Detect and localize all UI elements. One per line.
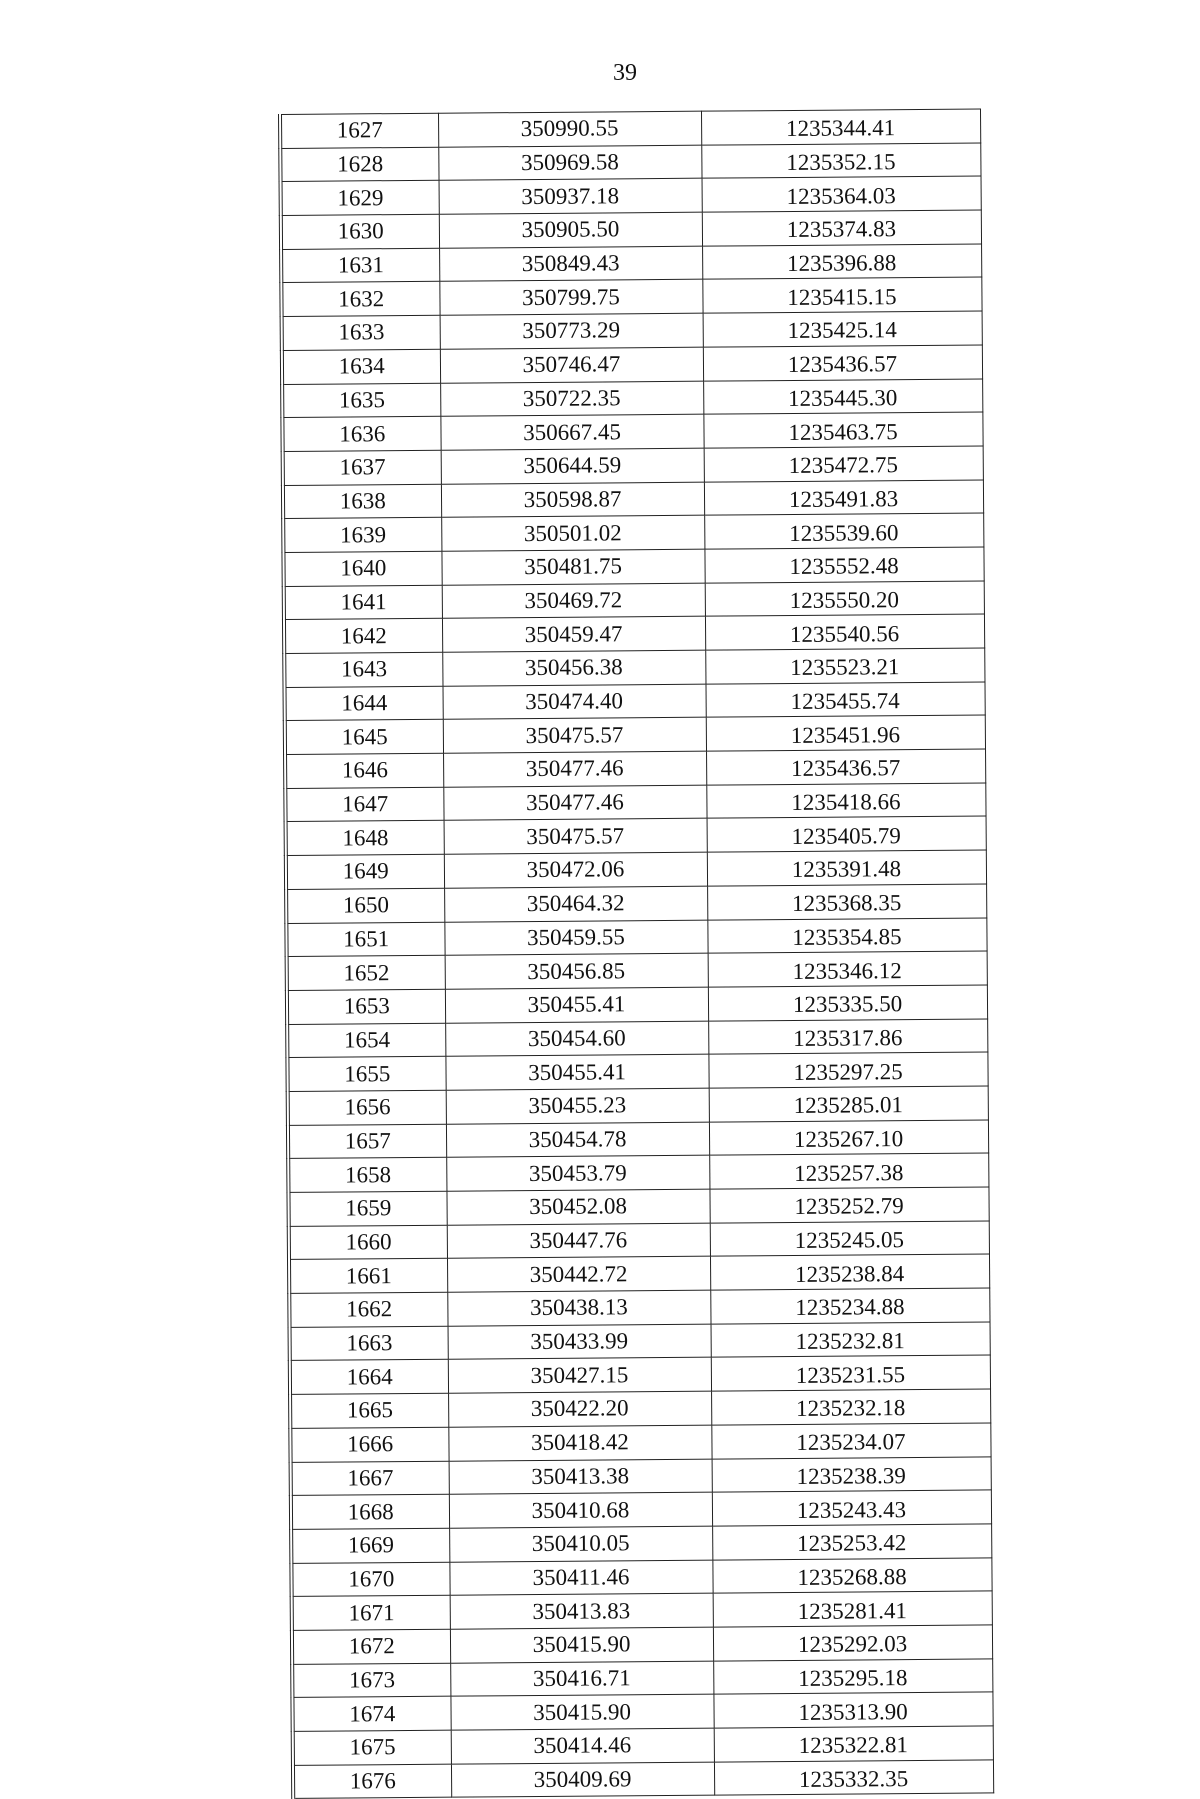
point-number-cell: 1658: [288, 1158, 446, 1193]
table-row: [280, 109, 980, 148]
y-coordinate-cell: 1235418.66: [706, 783, 985, 819]
y-coordinate-cell: 1235232.81: [711, 1322, 990, 1358]
point-number-cell: 1651: [286, 922, 444, 957]
table-row: [286, 850, 986, 889]
x-coordinate-cell: 350415.90: [450, 1694, 713, 1730]
y-coordinate-cell: 1235245.05: [710, 1221, 989, 1257]
table-row: [281, 244, 981, 283]
table-row: [291, 1524, 991, 1563]
point-number-cell: 1660: [289, 1225, 447, 1260]
x-coordinate-cell: 350459.47: [442, 616, 705, 652]
x-coordinate-cell: 350477.46: [443, 751, 706, 787]
y-coordinate-cell: 1235523.21: [705, 648, 984, 684]
table-row: [290, 1423, 990, 1462]
y-coordinate-cell: 1235257.38: [709, 1153, 988, 1189]
y-coordinate-cell: 1235374.83: [702, 210, 981, 246]
y-coordinate-cell: 1235368.35: [707, 884, 986, 920]
x-coordinate-cell: 350937.18: [439, 179, 702, 215]
x-coordinate-cell: 350411.46: [449, 1560, 712, 1596]
y-coordinate-cell: 1235354.85: [707, 917, 986, 953]
x-coordinate-cell: 350447.76: [447, 1223, 710, 1259]
y-coordinate-cell: 1235243.43: [712, 1490, 991, 1526]
point-number-cell: 1631: [281, 248, 439, 283]
y-coordinate-cell: 1235292.03: [713, 1625, 992, 1661]
x-coordinate-cell: 350475.57: [443, 718, 706, 754]
point-number-cell: 1639: [283, 517, 441, 552]
table-row: [289, 1288, 989, 1327]
page-number: 39: [613, 60, 637, 86]
table-row: [285, 682, 985, 721]
y-coordinate-cell: 1235491.83: [704, 480, 983, 516]
y-coordinate-cell: 1235550.20: [705, 581, 984, 617]
point-number-cell: 1666: [290, 1427, 448, 1462]
x-coordinate-cell: 350413.38: [449, 1459, 712, 1495]
x-coordinate-cell: 350667.45: [440, 414, 703, 450]
x-coordinate-cell: 350415.90: [450, 1627, 713, 1663]
point-number-cell: 1627: [280, 113, 438, 148]
y-coordinate-cell: 1235232.18: [711, 1389, 990, 1425]
table-row: [291, 1558, 991, 1597]
y-coordinate-cell: 1235472.75: [704, 446, 983, 482]
table-row: [287, 1019, 987, 1058]
point-number-cell: 1653: [287, 989, 445, 1024]
point-number-cell: 1667: [291, 1461, 449, 1496]
x-coordinate-cell: 350477.46: [443, 785, 706, 821]
point-number-cell: 1673: [292, 1663, 450, 1698]
point-number-cell: 1645: [285, 720, 443, 755]
x-coordinate-cell: 350459.55: [444, 920, 707, 956]
y-coordinate-cell: 1235425.14: [703, 311, 982, 347]
x-coordinate-cell: 350455.41: [445, 987, 708, 1023]
point-number-cell: 1656: [288, 1090, 446, 1125]
point-number-cell: 1634: [282, 349, 440, 384]
y-coordinate-cell: 1235322.81: [714, 1726, 993, 1762]
point-number-cell: 1636: [282, 416, 440, 451]
x-coordinate-cell: 350455.23: [446, 1088, 709, 1124]
point-number-cell: 1665: [290, 1393, 448, 1428]
y-coordinate-cell: 1235352.15: [701, 143, 980, 179]
table-row: [290, 1355, 990, 1394]
y-coordinate-cell: 1235268.88: [712, 1558, 991, 1594]
y-coordinate-cell: 1235332.35: [714, 1760, 993, 1796]
table-row: [281, 277, 981, 316]
point-number-cell: 1628: [280, 147, 438, 182]
x-coordinate-cell: 350416.71: [450, 1661, 713, 1697]
x-coordinate-cell: 350456.38: [442, 650, 705, 686]
table-row: [286, 884, 986, 923]
y-coordinate-cell: 1235540.56: [705, 614, 984, 650]
x-coordinate-cell: 350598.87: [441, 482, 704, 518]
table-row: [293, 1726, 993, 1765]
x-coordinate-cell: 350644.59: [441, 448, 704, 484]
table-row: [283, 547, 983, 586]
y-coordinate-cell: 1235539.60: [704, 513, 983, 549]
x-coordinate-cell: 350464.32: [444, 886, 707, 922]
point-number-cell: 1637: [283, 450, 441, 485]
coordinates-table: [278, 108, 994, 1799]
y-coordinate-cell: 1235297.25: [708, 1052, 987, 1088]
point-number-cell: 1650: [286, 888, 444, 923]
x-coordinate-cell: 350452.08: [446, 1189, 709, 1225]
table-row: [285, 783, 985, 822]
table-row: [290, 1322, 990, 1361]
y-coordinate-cell: 1235451.96: [706, 715, 985, 751]
x-coordinate-cell: 350455.41: [445, 1054, 708, 1090]
table-row: [293, 1760, 993, 1799]
table-row: [280, 143, 980, 182]
table-row: [282, 412, 982, 451]
point-number-cell: 1655: [287, 1056, 445, 1091]
point-number-cell: 1675: [293, 1730, 451, 1765]
point-number-cell: 1670: [291, 1562, 449, 1597]
y-coordinate-cell: 1235445.30: [703, 378, 982, 414]
point-number-cell: 1654: [287, 1023, 445, 1058]
point-number-cell: 1646: [285, 753, 443, 788]
table-row: [289, 1254, 989, 1293]
y-coordinate-cell: 1235238.84: [710, 1254, 989, 1290]
point-number-cell: 1652: [287, 955, 445, 990]
y-coordinate-cell: 1235405.79: [707, 816, 986, 852]
table-row: [281, 176, 981, 215]
y-coordinate-cell: 1235234.88: [710, 1288, 989, 1324]
y-coordinate-cell: 1235436.57: [703, 345, 982, 381]
table-row: [290, 1389, 990, 1428]
y-coordinate-cell: 1235346.12: [708, 951, 987, 987]
point-number-cell: 1641: [284, 585, 442, 620]
table-row: [288, 1086, 988, 1125]
table-row: [287, 1052, 987, 1091]
point-number-cell: 1633: [282, 315, 440, 350]
y-coordinate-cell: 1235234.07: [711, 1423, 990, 1459]
table-row: [286, 816, 986, 855]
y-coordinate-cell: 1235281.41: [713, 1591, 992, 1627]
point-number-cell: 1648: [286, 821, 444, 856]
table-row: [286, 917, 986, 956]
y-coordinate-cell: 1235396.88: [702, 244, 981, 280]
table-row: [288, 1120, 988, 1159]
point-number-cell: 1629: [281, 181, 439, 216]
x-coordinate-cell: 350414.46: [451, 1728, 714, 1764]
x-coordinate-cell: 350475.57: [444, 819, 707, 855]
table-row: [291, 1490, 991, 1529]
x-coordinate-cell: 350438.13: [447, 1290, 710, 1326]
table-row: [284, 648, 984, 687]
point-number-cell: 1661: [289, 1259, 447, 1294]
x-coordinate-cell: 350422.20: [448, 1391, 711, 1427]
y-coordinate-cell: 1235335.50: [708, 985, 987, 1021]
y-coordinate-cell: 1235455.74: [705, 682, 984, 718]
x-coordinate-cell: 350773.29: [440, 313, 703, 349]
point-number-cell: 1663: [290, 1326, 448, 1361]
table-row: [291, 1456, 991, 1495]
point-number-cell: 1638: [283, 484, 441, 519]
x-coordinate-cell: 350453.79: [446, 1155, 709, 1191]
point-number-cell: 1672: [292, 1629, 450, 1664]
x-coordinate-cell: 350799.75: [439, 280, 702, 316]
table-row: [282, 311, 982, 350]
point-number-cell: 1647: [285, 787, 443, 822]
x-coordinate-cell: 350442.72: [447, 1257, 710, 1293]
point-number-cell: 1643: [284, 652, 442, 687]
x-coordinate-cell: 350433.99: [448, 1324, 711, 1360]
x-coordinate-cell: 350409.69: [451, 1762, 714, 1798]
y-coordinate-cell: 1235552.48: [704, 547, 983, 583]
x-coordinate-cell: 350456.85: [445, 953, 708, 989]
table-row: [292, 1659, 992, 1698]
table-row: [282, 345, 982, 384]
x-coordinate-cell: 350990.55: [438, 111, 701, 147]
point-number-cell: 1669: [291, 1528, 449, 1563]
y-coordinate-cell: 1235344.41: [701, 109, 980, 145]
x-coordinate-cell: 350905.50: [439, 212, 702, 248]
point-number-cell: 1644: [285, 686, 443, 721]
y-coordinate-cell: 1235253.42: [712, 1524, 991, 1560]
y-coordinate-cell: 1235391.48: [707, 850, 986, 886]
x-coordinate-cell: 350722.35: [440, 381, 703, 417]
point-number-cell: 1668: [291, 1494, 449, 1529]
x-coordinate-cell: 350413.83: [450, 1593, 713, 1629]
point-number-cell: 1662: [289, 1292, 447, 1327]
point-number-cell: 1632: [281, 282, 439, 317]
y-coordinate-cell: 1235295.18: [713, 1659, 992, 1695]
x-coordinate-cell: 350469.72: [442, 583, 705, 619]
table-row: [289, 1221, 989, 1260]
point-number-cell: 1642: [284, 619, 442, 654]
table-row: [283, 446, 983, 485]
table-row: [292, 1625, 992, 1664]
x-coordinate-cell: 350474.40: [442, 684, 705, 720]
y-coordinate-cell: 1235267.10: [709, 1120, 988, 1156]
table-row: [288, 1187, 988, 1226]
x-coordinate-cell: 350410.05: [449, 1526, 712, 1562]
point-number-cell: 1649: [286, 854, 444, 889]
point-number-cell: 1635: [282, 383, 440, 418]
point-number-cell: 1630: [281, 214, 439, 249]
x-coordinate-cell: 350427.15: [448, 1358, 711, 1394]
point-number-cell: 1676: [293, 1764, 451, 1799]
y-coordinate-cell: 1235313.90: [713, 1692, 992, 1728]
table-row: [287, 951, 987, 990]
point-number-cell: 1657: [288, 1124, 446, 1159]
table-row: [284, 614, 984, 653]
y-coordinate-cell: 1235252.79: [709, 1187, 988, 1223]
point-number-cell: 1671: [292, 1595, 450, 1630]
table-row: [288, 1153, 988, 1192]
x-coordinate-cell: 350472.06: [444, 852, 707, 888]
point-number-cell: 1659: [288, 1191, 446, 1226]
x-coordinate-cell: 350969.58: [438, 145, 701, 181]
y-coordinate-cell: 1235231.55: [711, 1355, 990, 1391]
point-number-cell: 1674: [292, 1697, 450, 1732]
x-coordinate-cell: 350501.02: [441, 515, 704, 551]
x-coordinate-cell: 350410.68: [449, 1492, 712, 1528]
coordinates-table-body: [280, 109, 993, 1799]
table-row: [287, 985, 987, 1024]
x-coordinate-cell: 350481.75: [441, 549, 704, 585]
y-coordinate-cell: 1235463.75: [703, 412, 982, 448]
table-row: [283, 513, 983, 552]
x-coordinate-cell: 350746.47: [440, 347, 703, 383]
y-coordinate-cell: 1235436.57: [706, 749, 985, 785]
y-coordinate-cell: 1235317.86: [708, 1019, 987, 1055]
y-coordinate-cell: 1235285.01: [709, 1086, 988, 1122]
x-coordinate-cell: 350418.42: [448, 1425, 711, 1461]
table-row: [284, 581, 984, 620]
point-number-cell: 1664: [290, 1360, 448, 1395]
table-row: [285, 715, 985, 754]
table-row: [281, 210, 981, 249]
table-row: [285, 749, 985, 788]
x-coordinate-cell: 350454.78: [446, 1122, 709, 1158]
table-row: [282, 378, 982, 417]
table-row: [283, 480, 983, 519]
table-row: [292, 1591, 992, 1630]
y-coordinate-cell: 1235415.15: [702, 277, 981, 313]
x-coordinate-cell: 350454.60: [445, 1021, 708, 1057]
table-row: [292, 1692, 992, 1731]
x-coordinate-cell: 350849.43: [439, 246, 702, 282]
y-coordinate-cell: 1235364.03: [702, 176, 981, 212]
point-number-cell: 1640: [283, 551, 441, 586]
y-coordinate-cell: 1235238.39: [712, 1456, 991, 1492]
